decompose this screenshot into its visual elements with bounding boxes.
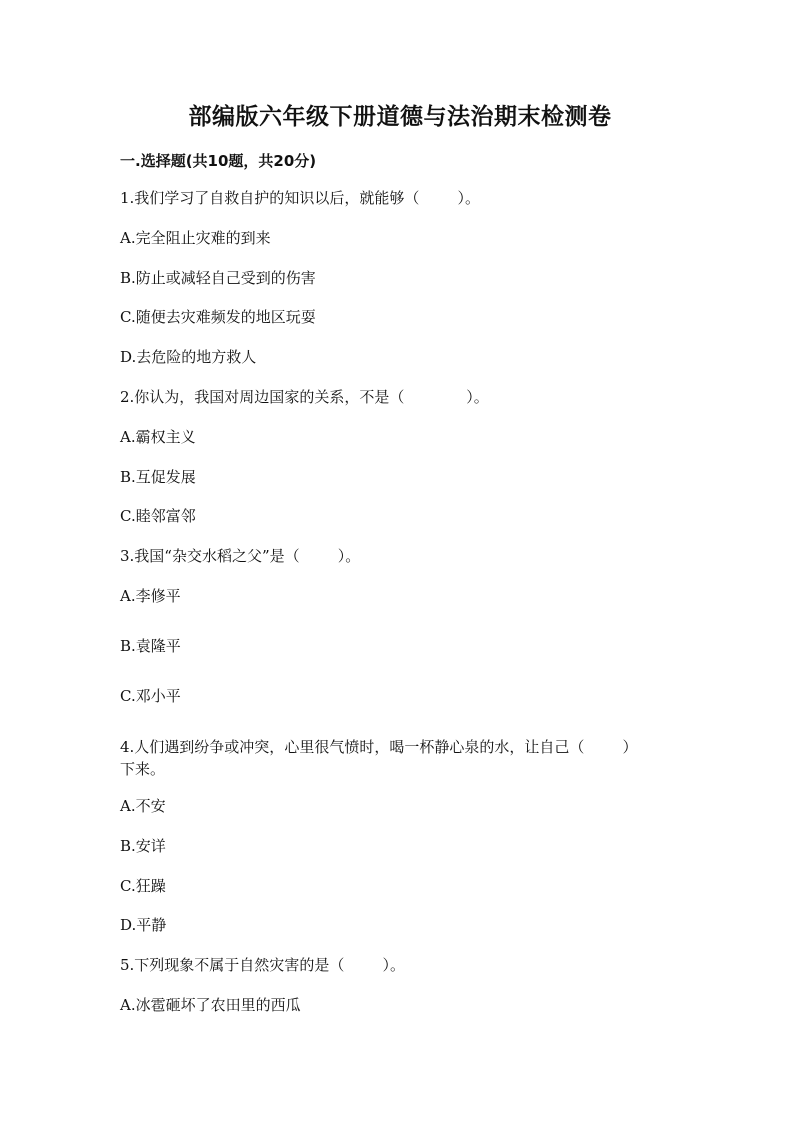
question-stem-2: 2.你认为，我国对周边国家的关系，不是（ ）。 bbox=[120, 388, 489, 406]
option-4c: C.狂躁 bbox=[120, 877, 166, 895]
question-stem-4-line1: 4.人们遇到纷争或冲突，心里很气愤时，喝一杯静心泉的水，让自己（ ） bbox=[120, 738, 638, 756]
question-stem-5: 5.下列现象不属于自然灾害的是（ ）。 bbox=[120, 956, 405, 974]
option-3b: B.袁隆平 bbox=[120, 637, 181, 655]
option-4a: A.不安 bbox=[120, 797, 166, 815]
option-1a: A.完全阻止灾难的到来 bbox=[120, 229, 271, 247]
question-stem-4-line2: 下来。 bbox=[120, 760, 166, 778]
option-5a: A.冰雹砸坏了农田里的西瓜 bbox=[120, 996, 301, 1014]
option-3a: A.李修平 bbox=[120, 587, 181, 605]
question-stem-1: 1.我们学习了自救自护的知识以后，就能够（ ）。 bbox=[120, 189, 480, 207]
section-heading: 一.选择题(共10题，共20分) bbox=[120, 152, 317, 170]
option-4b: B.安详 bbox=[120, 837, 166, 855]
option-4d: D.平静 bbox=[120, 916, 167, 934]
question-stem-3: 3.我国“杂交水稻之父”是（ ）。 bbox=[120, 547, 361, 565]
page-title: 部编版六年级下册道德与法治期末检测卷 bbox=[188, 103, 612, 130]
option-1d: D.去危险的地方救人 bbox=[120, 348, 257, 366]
option-3c: C.邓小平 bbox=[120, 687, 181, 705]
option-2b: B.互促发展 bbox=[120, 468, 196, 486]
option-2c: C.睦邻富邻 bbox=[120, 507, 196, 525]
question-stem-4 bbox=[120, 736, 680, 780]
option-2a: A.霸权主义 bbox=[120, 428, 196, 446]
option-1b: B.防止或减轻自己受到的伤害 bbox=[120, 269, 316, 287]
option-1c: C.随便去灾难频发的地区玩耍 bbox=[120, 308, 316, 326]
